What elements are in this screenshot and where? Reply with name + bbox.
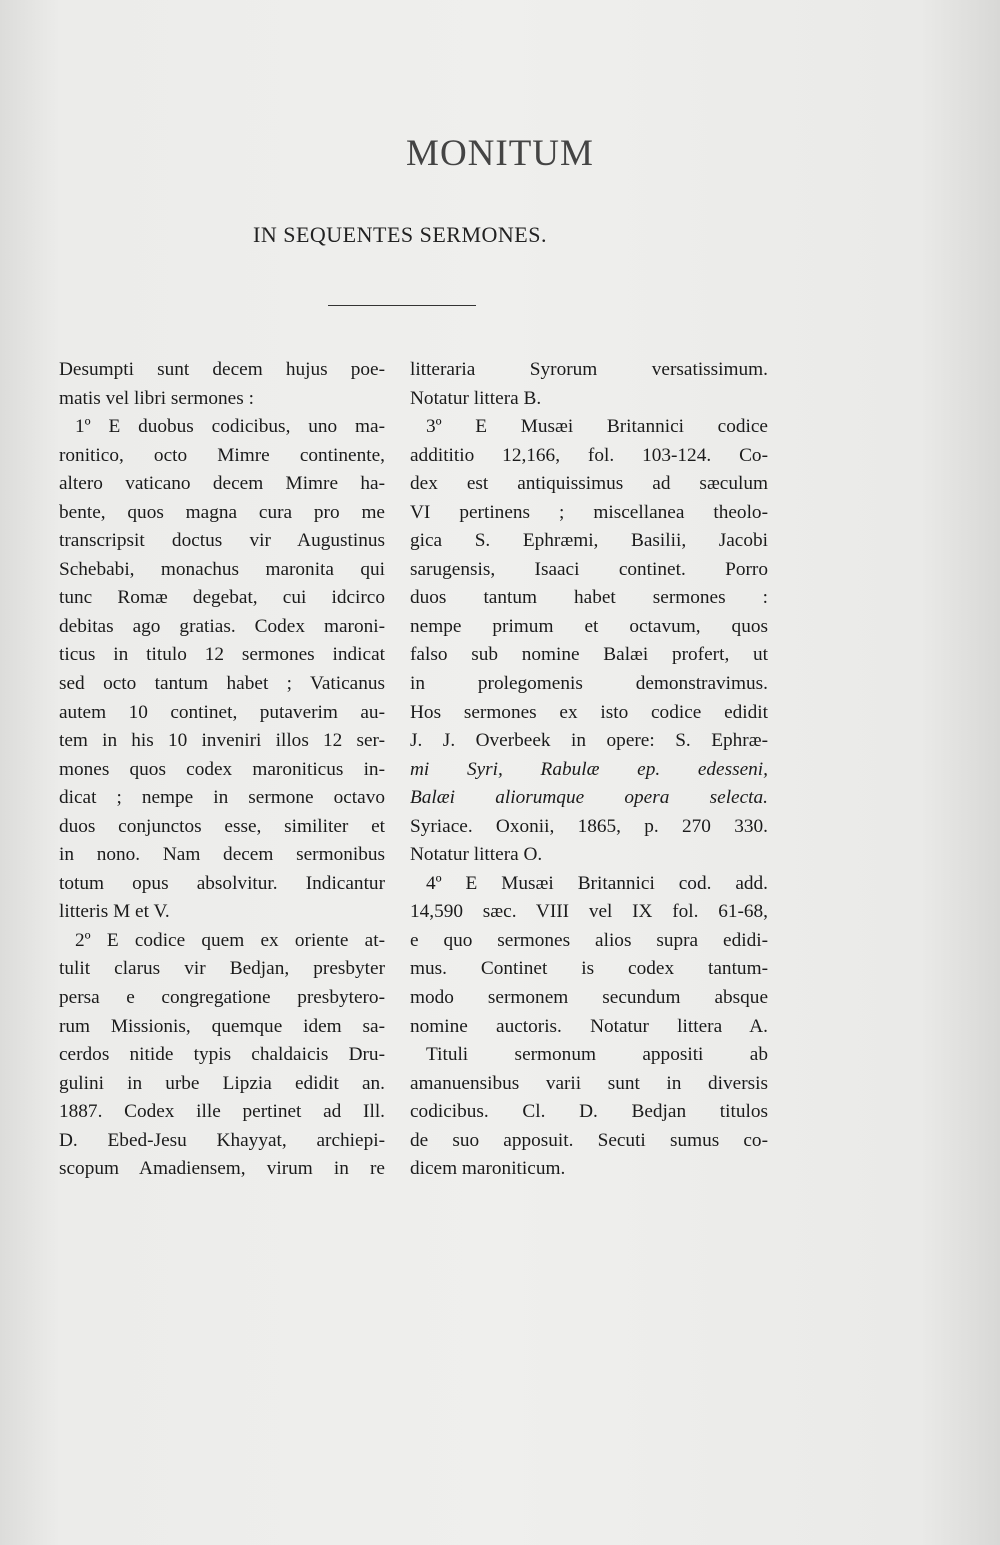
text-line: mi Syri, Rabulæ ep. edesseni, (410, 758, 768, 780)
text-line: ticus in titulo 12 sermones indicat (59, 644, 385, 666)
text-line: D. Ebed-Jesu Khayyat, archiepi- (59, 1129, 385, 1151)
text-line: dicat ; nempe in sermone octavo (59, 787, 385, 809)
text-line: nomine auctoris. Notatur littera A. (410, 1015, 768, 1037)
text-line: Notatur littera O. (410, 844, 543, 866)
text-line: gica S. Ephræmi, Basilii, Jacobi (410, 530, 768, 552)
text-line: tulit clarus vir Bedjan, presbyter (59, 958, 385, 980)
right-column (410, 356, 768, 1184)
text-line: mones quos codex maroniticus in- (59, 758, 385, 780)
text-line: VI pertinens ; miscellanea theolo- (410, 501, 768, 523)
divider-rule (328, 305, 476, 306)
text-line: 1887. Codex ille pertinet ad Ill. (59, 1101, 385, 1123)
text-line: persa e congregatione presbytero- (59, 987, 385, 1009)
text-line: amanuensibus varii sunt in diversis (410, 1072, 768, 1094)
text-line: in nono. Nam decem sermonibus (59, 844, 385, 866)
text-line: tem in his 10 inveniri illos 12 ser- (59, 730, 385, 752)
text-line: Syriace. Oxonii, 1865, p. 270 330. (410, 815, 768, 837)
left-column (59, 356, 385, 1184)
text-line: 3º E Musæi Britannici codice (426, 416, 768, 438)
text-line: Balæi aliorumque opera selecta. (410, 787, 768, 809)
text-line: altero vaticano decem Mimre ha- (59, 473, 385, 495)
text-line: e quo sermones alios supra edidi- (410, 929, 768, 951)
text-line: autem 10 continet, putaverim au- (59, 701, 385, 723)
text-line: debitas ago gratias. Codex maroni- (59, 615, 385, 637)
page-title: MONITUM (406, 133, 594, 174)
text-line: dicem maroniticum. (410, 1158, 566, 1180)
text-line: duos tantum habet sermones : (410, 587, 768, 609)
text-line: totum opus absolvitur. Indicantur (59, 872, 385, 894)
text-line: bente, quos magna cura pro me (59, 501, 385, 523)
text-line: tunc Romæ degebat, cui idcirco (59, 587, 385, 609)
text-line: Tituli sermonum appositi ab (426, 1044, 768, 1066)
text-line: gulini in urbe Lipzia edidit an. (59, 1072, 385, 1094)
text-line: Notatur littera B. (410, 387, 542, 409)
text-line: falso sub nomine Balæi profert, ut (410, 644, 768, 666)
text-line: 1º E duobus codicibus, uno ma- (75, 416, 385, 438)
page-subtitle: IN SEQUENTES SERMONES. (253, 222, 547, 247)
text-line: rum Missionis, quemque idem sa- (59, 1015, 385, 1037)
text-line: 14,590 sæc. VIII vel IX fol. 61-68, (410, 901, 768, 923)
text-line: J. J. Overbeek in opere: S. Ephræ- (410, 730, 768, 752)
text-line: modo sermonem secundum absque (410, 987, 768, 1009)
text-line: Schebabi, monachus maronita qui (59, 558, 385, 580)
text-line: nempe primum et octavum, quos (410, 615, 768, 637)
text-line: dex est antiquissimus ad sæculum (410, 473, 768, 495)
text-line: transcripsit doctus vir Augustinus (59, 530, 385, 552)
text-line: sarugensis, Isaaci continet. Porro (410, 558, 768, 580)
text-line: matis vel libri sermones : (59, 387, 254, 409)
text-line: addititio 12,166, fol. 103-124. Co- (410, 444, 768, 466)
text-line: cerdos nitide typis chaldaicis Dru- (59, 1044, 385, 1066)
text-line: litteris M et V. (59, 901, 170, 923)
text-line: litteraria Syrorum versatissimum. (410, 359, 768, 380)
text-line: de suo apposuit. Secuti sumus co- (410, 1129, 768, 1151)
text-line: Desumpti sunt decem hujus poe- (59, 359, 385, 380)
text-line: 2º E codice quem ex oriente at- (75, 929, 385, 951)
text-line: ronitico, octo Mimre continente, (59, 444, 385, 466)
text-line: Hos sermones ex isto codice edidit (410, 701, 768, 723)
text-line: in prolegomenis demonstravimus. (410, 673, 768, 695)
text-line: codicibus. Cl. D. Bedjan titulos (410, 1101, 768, 1123)
text-line: 4º E Musæi Britannici cod. add. (426, 872, 768, 894)
text-line: sed octo tantum habet ; Vaticanus (59, 673, 385, 695)
text-line: scopum Amadiensem, virum in re (59, 1158, 385, 1180)
text-line: duos conjunctos esse, similiter et (59, 815, 385, 837)
text-line: mus. Continet is codex tantum- (410, 958, 768, 980)
